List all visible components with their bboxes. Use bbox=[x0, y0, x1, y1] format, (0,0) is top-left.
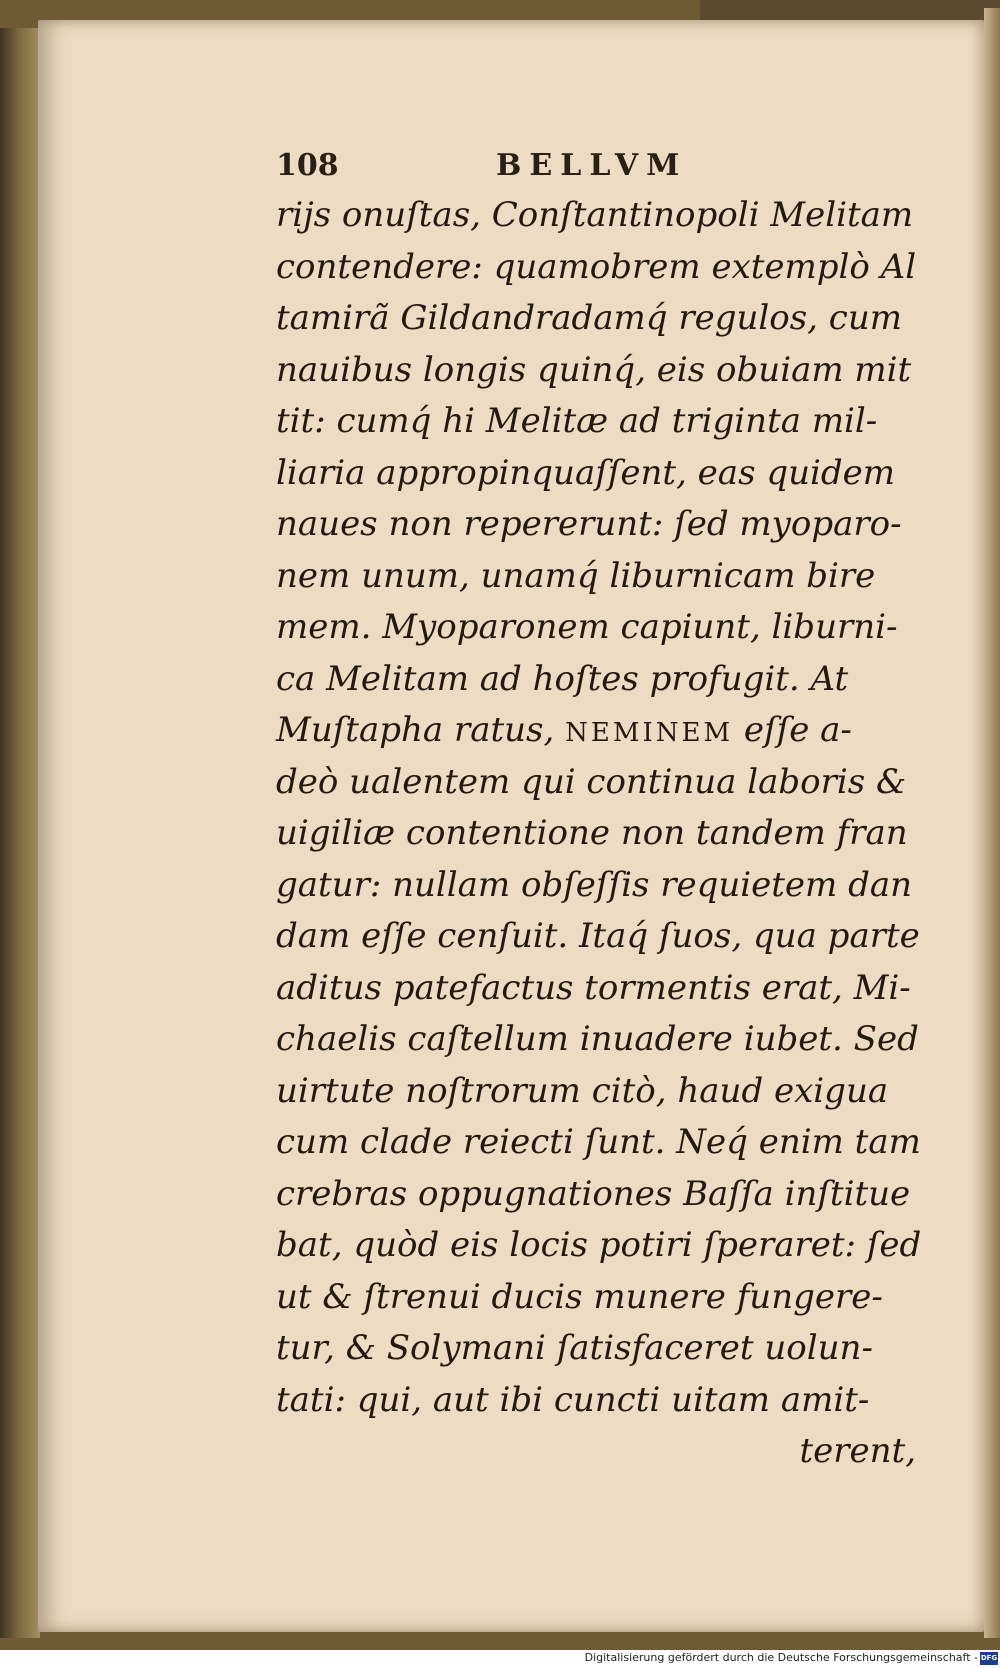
text-line: ut & ſtrenui ducis munere fungere- bbox=[276, 1276, 883, 1317]
text-line: tur, & Solymani ſatisfaceret uolun- bbox=[276, 1328, 873, 1368]
book-spine bbox=[0, 28, 40, 1638]
digitization-footer bbox=[0, 1650, 1000, 1668]
dfg-logo: DFG bbox=[980, 1652, 998, 1665]
text-line: cum clade reiecti ſunt. Neq́ enim tam bbox=[276, 1122, 921, 1162]
page-number: 108 bbox=[276, 148, 339, 183]
text-line: nem unum, unamq́ liburnicam bire bbox=[276, 555, 876, 596]
text-line: mem. Myoparonem capiunt, liburni- bbox=[276, 607, 898, 647]
text-line: dam eſſe cenſuit. Itaq́ ſuos, qua parte bbox=[276, 916, 920, 956]
catchword: terent, bbox=[799, 1431, 916, 1471]
text-line: gatur: nullam obſeſſis requietem dan bbox=[276, 864, 913, 905]
text-line: crebras oppugnationes Baſſa inſtitue bbox=[276, 1173, 911, 1214]
running-head: BELLVM bbox=[496, 148, 688, 183]
text-line-mixed bbox=[276, 705, 916, 757]
funding-credit: Digitalisierung gefördert durch die Deutsche Forschungsgemeinschaft - bbox=[584, 1651, 978, 1664]
small-caps-word: NEMINEM bbox=[565, 718, 734, 748]
text-line: tati: qui, aut ibi cuncti uitam amit- bbox=[276, 1379, 870, 1420]
text-segment: eſſe a- bbox=[743, 710, 852, 750]
page-edge bbox=[984, 8, 1000, 1638]
text-line: chaelis caſtellum inuadere iubet. Sed bbox=[276, 1019, 919, 1059]
text-line: bat, quòd eis locis potiri ſperaret: ſed bbox=[276, 1225, 922, 1265]
text-line: tit: cumq́ hi Melitæ ad triginta mil- bbox=[276, 401, 878, 441]
text-line: rijs onuſtas, Conſtantinopoli Melitam bbox=[276, 195, 914, 235]
page-header bbox=[276, 148, 726, 188]
text-line: naues non repererunt: ſed myoparo- bbox=[276, 504, 902, 544]
text-segment: Muſtapha ratus, bbox=[276, 710, 555, 750]
body-text bbox=[276, 190, 922, 1478]
text-line: contendere: quamobrem extemplò Al bbox=[276, 246, 917, 287]
text-line: uirtute noſtrorum citò, haud exigua bbox=[276, 1070, 889, 1111]
book-top-edge bbox=[700, 0, 1000, 20]
text-line: deò ualentem qui continua laboris & bbox=[276, 761, 907, 802]
text-line: aditus patefactus tormentis erat, Mi- bbox=[276, 967, 911, 1008]
text-line: uigiliæ contentione non tandem fran bbox=[276, 813, 908, 853]
text-line: ca Melitam ad hoſtes profugit. At bbox=[276, 658, 849, 699]
text-line: tamirã Gildandradamq́ regulos, cum bbox=[276, 298, 902, 338]
text-line: liaria appropinquaſſent, eas quidem bbox=[276, 452, 895, 493]
text-line: nauibus longis quinq́, eis obuiam mit bbox=[276, 349, 912, 390]
